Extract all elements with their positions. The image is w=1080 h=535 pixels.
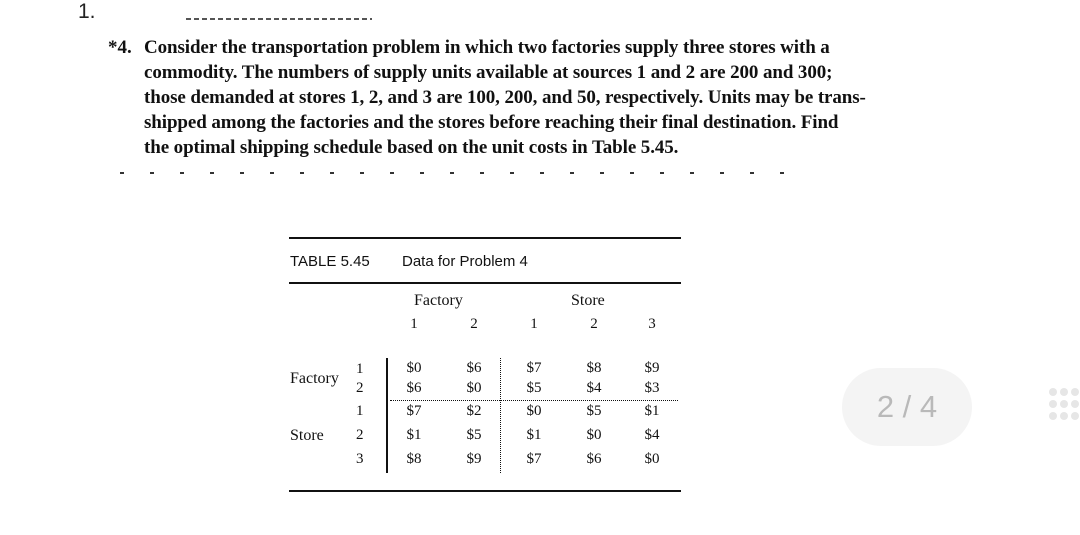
table-rule-top [289,237,681,239]
row-number: 2 [356,427,364,443]
cost-cell: $1 [406,427,422,443]
cropped-text-fragment-top [186,15,372,21]
row-group-store: Store [290,427,324,444]
problem-line: Consider the transportation problem in which two factories supply three stores with a [144,37,830,58]
column-number: 1 [530,316,538,332]
cost-cell: $6 [406,380,422,396]
cost-cell: $2 [466,403,482,419]
cost-cell: $1 [644,403,660,419]
table-rule-caption [289,282,681,284]
cost-cell: $7 [406,403,422,419]
problem-line: commodity. The numbers of supply units available at sources 1 and 2 are 200 and 300; [144,62,833,83]
page-indicator[interactable]: 2 / 4 [842,368,972,446]
column-number: 2 [470,316,478,332]
column-number: 1 [410,316,418,332]
factory-store-row-separator [390,400,678,401]
cost-cell: $3 [644,380,660,396]
row-number: 1 [356,361,364,377]
row-number: 3 [356,451,364,467]
column-group-store: Store [571,292,605,309]
cost-cell: $8 [406,451,422,467]
cost-cell: $7 [526,451,542,467]
cost-cell: $8 [586,360,602,376]
column-number: 2 [590,316,598,332]
cost-cell: $0 [526,403,542,419]
row-number: 2 [356,380,364,396]
table-rule-bottom [289,490,681,492]
grid-menu-icon[interactable] [1047,388,1080,430]
cost-cell: $5 [586,403,602,419]
column-number: 3 [648,316,656,332]
cost-cell: $0 [586,427,602,443]
cost-cell: $4 [586,380,602,396]
cost-cell: $9 [644,360,660,376]
row-group-factory: Factory [290,370,339,387]
table-caption-text: Data for Problem 4 [402,253,528,270]
cost-cell: $0 [406,360,422,376]
cropped-text-fragment-bottom [120,168,800,178]
table-caption-label: TABLE 5.45 [290,253,370,270]
cost-cell: $5 [526,380,542,396]
row-label-separator [386,358,388,473]
question-number: 1. [78,0,96,23]
cost-cell: $1 [526,427,542,443]
problem-line: the optimal shipping schedule based on the unit costs in Table 5.45. [144,137,679,158]
cost-cell: $9 [466,451,482,467]
cost-cell: $7 [526,360,542,376]
row-number: 1 [356,403,364,419]
column-group-factory: Factory [414,292,463,309]
cost-cell: $5 [466,427,482,443]
cost-cell: $4 [644,427,660,443]
factory-store-separator [500,358,501,473]
problem-label: *4. [108,37,132,58]
cost-cell: $6 [586,451,602,467]
problem-line: shipped among the factories and the stores before reaching their final destination. Find [144,112,839,133]
cost-cell: $0 [466,380,482,396]
cost-cell: $6 [466,360,482,376]
problem-line: those demanded at stores 1, 2, and 3 are 100, 200, and 50, respectively. Units may be trans- [144,87,866,108]
cost-cell: $0 [644,451,660,467]
